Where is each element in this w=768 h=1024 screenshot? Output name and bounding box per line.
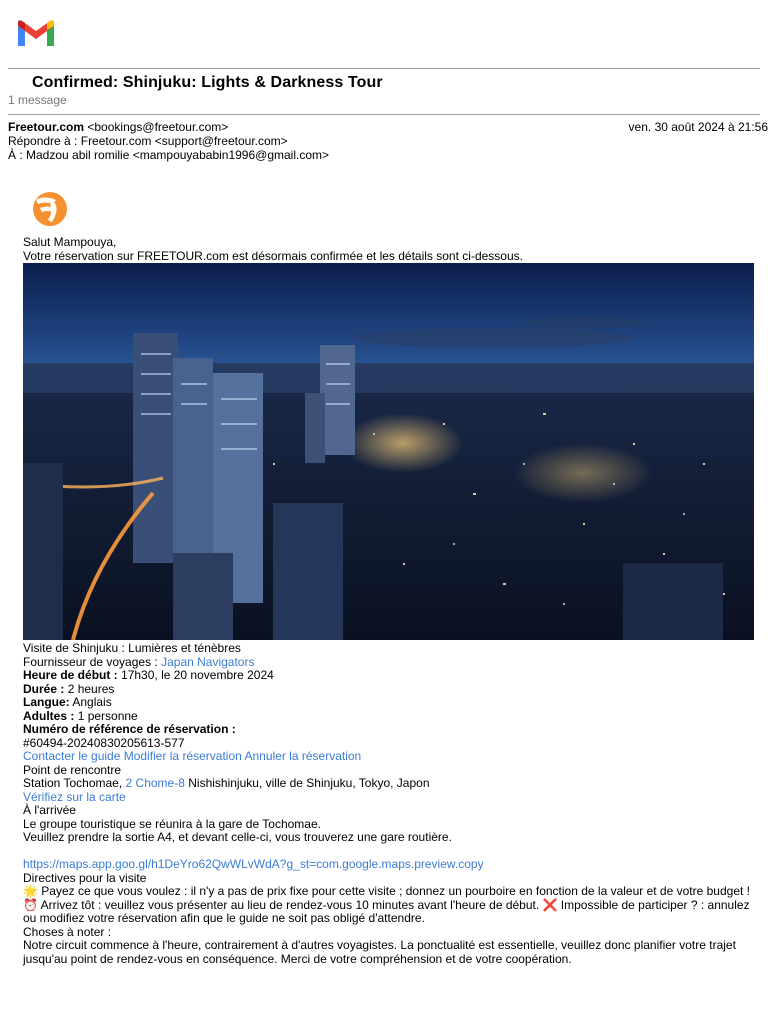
gmail-logo-icon xyxy=(16,18,56,48)
notes-label: Choses à noter : xyxy=(23,924,112,939)
directives-label: Directives pour la visite xyxy=(23,870,147,885)
thread-divider xyxy=(8,114,760,115)
cancel-booking-link[interactable]: Annuler la réservation xyxy=(244,749,362,763)
email-date: ven. 30 août 2024 à 21:56 xyxy=(628,120,768,134)
message-count: 1 message xyxy=(8,93,67,107)
booking-ref-label-line xyxy=(23,723,763,737)
address-rest: Nishishinjuku, ville de Shinjuku, Tokyo, Japon xyxy=(188,776,430,790)
adults-value: 1 personne xyxy=(77,708,138,723)
sender-email: <bookings@freetour.com> xyxy=(87,120,229,134)
language-label: Langue: xyxy=(23,695,70,709)
provider-link[interactable]: Japan Navigators xyxy=(161,654,255,669)
modify-booking-link[interactable]: Modifier la réservation xyxy=(123,749,242,763)
address-link[interactable]: 2 Chome-8 xyxy=(125,776,185,790)
adults-line xyxy=(23,710,763,724)
meeting-point-label: Point de rencontre xyxy=(23,762,122,777)
start-time-value: 17h30, le 20 novembre 2024 xyxy=(121,668,274,682)
to-address: Madzou abil romilie <mampouyababin1996@gmail.com> xyxy=(26,148,330,162)
arrival-text-2: Veuillez prendre la sortie A4, et devant celle-ci, vous trouverez une gare routière. xyxy=(23,830,452,844)
provider-label: Fournisseur de voyages : xyxy=(23,654,158,669)
greeting: Salut Mampouya, xyxy=(23,235,117,249)
language-value: Anglais xyxy=(72,695,112,709)
reply-to-label: Répondre à : xyxy=(8,134,78,148)
google-maps-link[interactable]: https://maps.app.goo.gl/h1DeYro62QwWLvWdA?g_st=com.google.maps.preview.copy xyxy=(23,857,484,871)
directives-text: 🌟 Payez ce que vous voulez : il n'y a pas de prix fixe pour cette visite ; donnez un pourboire en fonction de la valeur et de votre budget ! ⏰ Arrivez tôt : veuillez vous présenter au lieu de rendez-vous 10 minutes avant l'heure de début. ❌ Impossible de participer ? : annulez ou modifiez votre réservation afin que le guide ne soit pas obligé d'attendre. xyxy=(23,884,750,925)
spacer xyxy=(23,845,763,859)
adults-label: Adultes : xyxy=(23,708,75,723)
sender-line xyxy=(8,120,228,134)
notes-text: Notre circuit commence à l'heure, contrairement à d'autres voyagistes. La ponctualité est essentielle, veuillez donc planifier votre trajet jusqu'au point de rendez-vous en conséquence. Merci de votre compréhension et de votre coopération. xyxy=(23,938,736,966)
contact-guide-link[interactable]: Contacter le guide xyxy=(23,749,121,763)
to-line xyxy=(8,148,329,162)
to-label: À : xyxy=(8,148,23,162)
intro-text: Votre réservation sur FREETOUR.com est désormais confirmée et les détails sont ci-dessous. xyxy=(23,249,523,263)
booking-ref-value: #60494-20240830205613-577 xyxy=(23,735,185,750)
reply-to-address: Freetour.com <support@freetour.com> xyxy=(80,134,288,148)
language-line xyxy=(23,696,763,710)
provider-line xyxy=(23,656,763,670)
freetour-logo-icon xyxy=(26,188,70,228)
duration-value: 2 heures xyxy=(67,681,115,696)
start-time-label: Heure de début : xyxy=(23,668,118,682)
reply-to-line xyxy=(8,134,288,148)
arrival-text-1: Le groupe touristique se réunira à la gare de Tochomae. xyxy=(23,816,321,831)
email-subject: Confirmed: Shinjuku: Lights & Darkness Tour xyxy=(32,74,383,91)
tour-name: Visite de Shinjuku : Lumières et ténèbres xyxy=(23,641,241,655)
duration-label: Durée : xyxy=(23,681,65,696)
station-name: Station Tochomae, xyxy=(23,776,123,790)
check-map-link[interactable]: Vérifiez sur la carte xyxy=(23,789,126,804)
header-divider xyxy=(8,68,760,69)
sender-name: Freetour.com xyxy=(8,120,85,134)
booking-details xyxy=(23,642,763,966)
meeting-address xyxy=(23,777,763,791)
duration-line xyxy=(23,683,763,697)
booking-ref-label: Numéro de référence de réservation : xyxy=(23,722,236,736)
tokyo-night-skyline-image xyxy=(23,263,754,640)
action-links xyxy=(23,750,763,764)
start-time-line xyxy=(23,669,763,683)
arrival-label: À l'arrivée xyxy=(23,803,76,817)
